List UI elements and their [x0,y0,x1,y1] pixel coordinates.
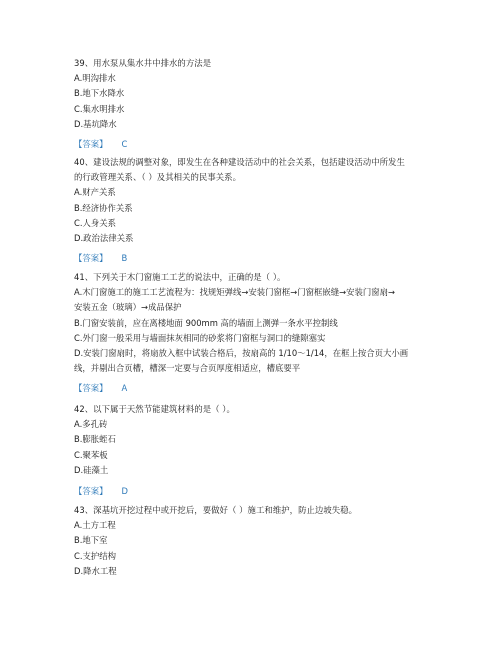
question-43 [74,503,434,579]
question-stem [74,503,434,518]
option-c: C.外门窗一般采用与墙面抹灰相同的砂浆将门窗框与洞口的缝隙塞实 [74,332,326,343]
stem-line: 39、用水泵从集水井中排水的方法是 [74,58,212,68]
question-41 [74,270,434,376]
stem-line: 42、以下属于天然节能建筑材料的是（ ）。 [74,404,235,414]
answer-letter: C [121,139,128,149]
question-42 [74,402,434,478]
question-stem [74,56,434,71]
answer-label: 【答案】 [74,139,108,149]
option-a: A.财产关系 [74,187,116,198]
option-b: B.地下室 [74,535,108,546]
question-stem [74,402,434,417]
stem-line: 40、建设法规的调整对象，即发生在各种建设活动中的社会关系，包括建设活动中所发生 [74,157,405,167]
answer-letter: D [121,486,128,496]
answer-41 [74,382,127,394]
option-b: B.经济协作关系 [74,202,133,213]
answer-39 [74,138,127,150]
question-stem [74,155,434,185]
option-c: C.支护结构 [74,550,117,561]
option-b: B.地下水降水 [74,88,125,99]
option-a: A.明沟排水 [74,73,116,84]
option-d: D.硅藻土 [74,464,109,475]
answer-40 [74,252,127,264]
question-39 [74,56,434,132]
option-d: D.安装门窗扇时，将扇放入框中试装合格后，按扇高的 1/10～1/14，在框上按合页大小画 [74,348,409,359]
option-c: C.聚苯板 [74,449,108,460]
option-a: A.多孔砖 [74,419,108,430]
option-d: D.降水工程 [74,565,117,576]
option-b: B.门窗安装前，应在离楼地面 900mm 高的墙面上测弹一条水平控制线 [74,317,338,328]
option-a-cont: 安装五金（玻璃）→成品保护 [74,302,182,313]
option-c: C.人身关系 [74,217,117,228]
answer-label: 【答案】 [74,253,108,263]
question-stem [74,270,434,285]
option-c: C.集水明排水 [74,103,125,114]
answer-label: 【答案】 [74,383,108,393]
option-d: D.基坑降水 [74,118,117,129]
answer-label: 【答案】 [74,486,108,496]
answer-42 [74,485,128,497]
question-40 [74,155,434,246]
option-a: A.木门窗施工的施工工艺流程为：找规矩弹线→安装门窗框→门窗框嵌缝→安装门窗扇→ [74,287,396,298]
option-d: D.政治法律关系 [74,233,134,244]
option-b: B.膨胀蛭石 [74,434,116,445]
stem-line: 41、下列关于木门窗施工工艺的说法中，正确的是（ ）。 [74,272,286,282]
answer-letter: A [121,383,128,393]
option-a: A.土方工程 [74,520,116,531]
stem-line: 的行政管理关系、（ ）及其相关的民事关系。 [74,172,242,183]
option-d-cont: 线，并剔出合页槽，槽深一定要与合页厚度相适应，槽底要平 [74,363,301,374]
answer-letter: B [121,253,128,263]
stem-line: 43、深基坑开挖过程中或开挖后，要做好（ ）施工和维护，防止边坡失稳。 [74,505,358,515]
